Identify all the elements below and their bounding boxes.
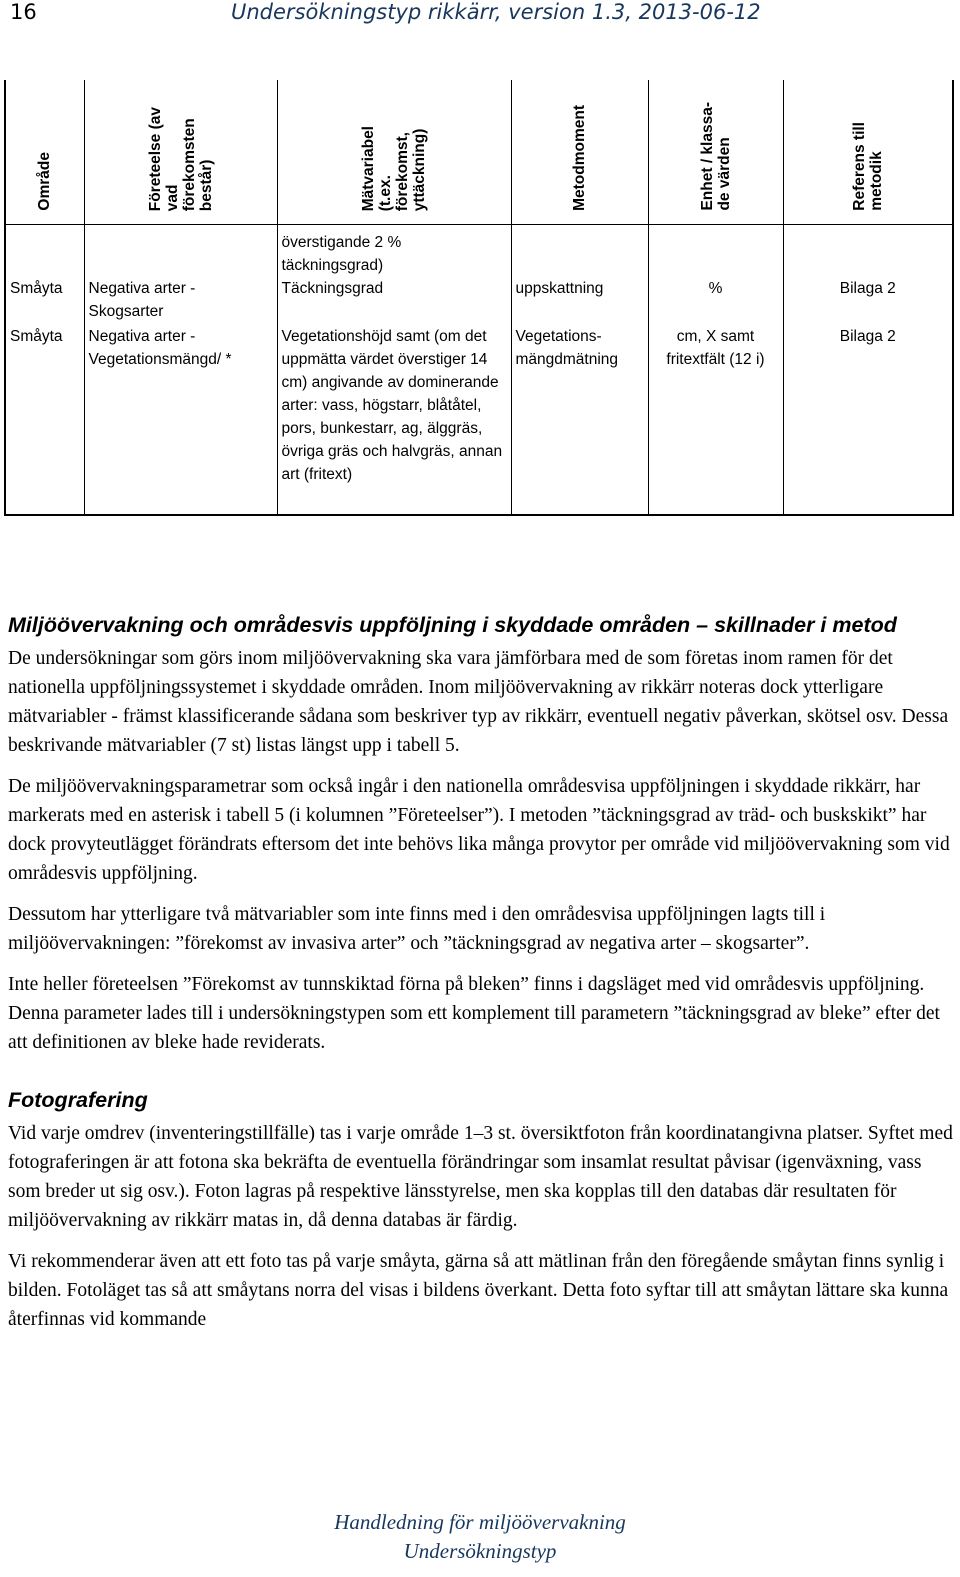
cell-variable: överstigande 2 % täckningsgrad) [277,225,511,278]
cell-area: Småyta [5,277,84,325]
page-footer [0,1508,960,1566]
cell-phenomenon [84,225,277,278]
page-number: 16 [10,0,37,24]
table-row [5,325,953,515]
col-header-unit: Enhet / klassa- de värden [648,80,783,225]
running-title: Undersökningstyp rikkärr, version 1.3, 2013-06-12 [231,0,761,24]
col-header-method: Metodmoment [511,80,648,225]
paragraph: Inte heller företeelsen ”Förekomst av tunnskiktad förna på bleken” finns i dagsläget med vid områdesvis uppföljning. Denna parameter lades till i undersökningstypen som ett komplement till parametern ”täckningsgrad av bleke” efter det att definitionen av bleke hade reviderats. [8,974,940,1053]
cell-reference: Bilaga 2 [783,277,953,325]
table-header-row [5,80,953,225]
paragraph: Dessutom har ytterligare två mätvariabler som inte finns med i den områdesvisa uppföljningen lagts till i miljöövervakningen: ”förekomst av invasiva arter” och ”täckningsgrad av negativa arter – skogsarter”. [8,904,826,954]
cell-method: Vegetations-mängdmätning [511,325,648,515]
col-header-area: Område [5,80,84,225]
measurement-table [4,80,954,516]
cell-phenomenon: Negativa arter - Skogsarter [84,277,277,325]
cell-unit [648,225,783,278]
section-heading-method-differences: Miljöövervakning och områdesvis uppföljning i skyddade områden – skillnader i metod [8,613,897,637]
cell-reference [783,225,953,278]
paragraph: De undersökningar som görs inom miljöövervakning ska vara jämförbara med de som företas inom ramen för det nationella uppföljningssystemet i skyddade områden. Inom miljöövervakning av rikkärr noteras dock ytterligare mätvariabler - främst klassificerande sådana som beskriver typ av rikkärr, eventuell negativ påverkan, skötsel osv. Dessa beskrivande mätvariabler (7 st) listas längst upp i tabell 5. [8,648,949,756]
paragraph: Vi rekommenderar även att ett foto tas på varje småyta, gärna så att mätlinan från den föregående småytan finns synlig i bilden. Fotoläget tas så att småytans norra del visas i bildens överkant. Detta foto syftar till att småytan lättare ska kunna återfinnas vid kommande [8,1251,949,1330]
cell-unit: % [648,277,783,325]
cell-unit: cm, X samt fritextfält (12 i) [648,325,783,515]
document-body [8,610,956,1346]
col-header-variable: Mätvariabel (t.ex. förekomst, yttäckning) [277,80,511,225]
cell-area [5,225,84,278]
col-header-reference: Referens till metodik [783,80,953,225]
table-row [5,225,953,278]
cell-variable: Täckningsgrad [277,277,511,325]
footer-line-1: Handledning för miljöövervakning [334,1510,626,1534]
cell-reference: Bilaga 2 [783,325,953,515]
cell-area: Småyta [5,325,84,515]
col-header-phenomenon: Företeelse (av vad förekomsten består) [84,80,277,225]
table-row [5,277,953,325]
paragraph: De miljöövervakningsparametrar som också ingår i den nationella områdesvisa uppföljningen i skyddade rikkärr, har markerats med en asterisk i tabell 5 (i kolumnen ”Företeelser”). I metoden ”täckningsgrad av träd- och buskskikt” har dock provyteutlägget förändrats eftersom det inte behövs lika många provytor per område vid miljöövervakning som vid områdesvis uppföljning. [8,776,950,884]
paragraph: Vid varje omdrev (inventeringstillfälle) tas i varje område 1–3 st. översiktfoton från koordinatangivna platser. Syftet med fotograferingen är att fotona ska bekräfta de eventuella förändringar som insamlat resultat påvisar (igenväxning, vass som breder ut sig osv.). Foton lagras på respektive länsstyrelse, men ska kopplas till den databas där resultaten för miljöövervakning av rikkärr matas in, då denna databas är färdig. [8,1123,953,1231]
footer-line-2: Undersökningstyp [403,1539,557,1563]
page-header [0,0,960,30]
cell-variable: Vegetationshöjd samt (om det uppmätta värdet överstiger 14 cm) angivande av dominerande arter: vass, högstarr, blåtåtel, pors, bunkestarr, ag, älggräs, övriga gräs och halvgräs, annan art (fritext) [277,325,511,515]
cell-method: uppskattning [511,277,648,325]
section-heading-photography: Fotografering [8,1088,148,1112]
cell-phenomenon: Negativa arter - Vegetationsmängd/ * [84,325,277,515]
cell-method [511,225,648,278]
